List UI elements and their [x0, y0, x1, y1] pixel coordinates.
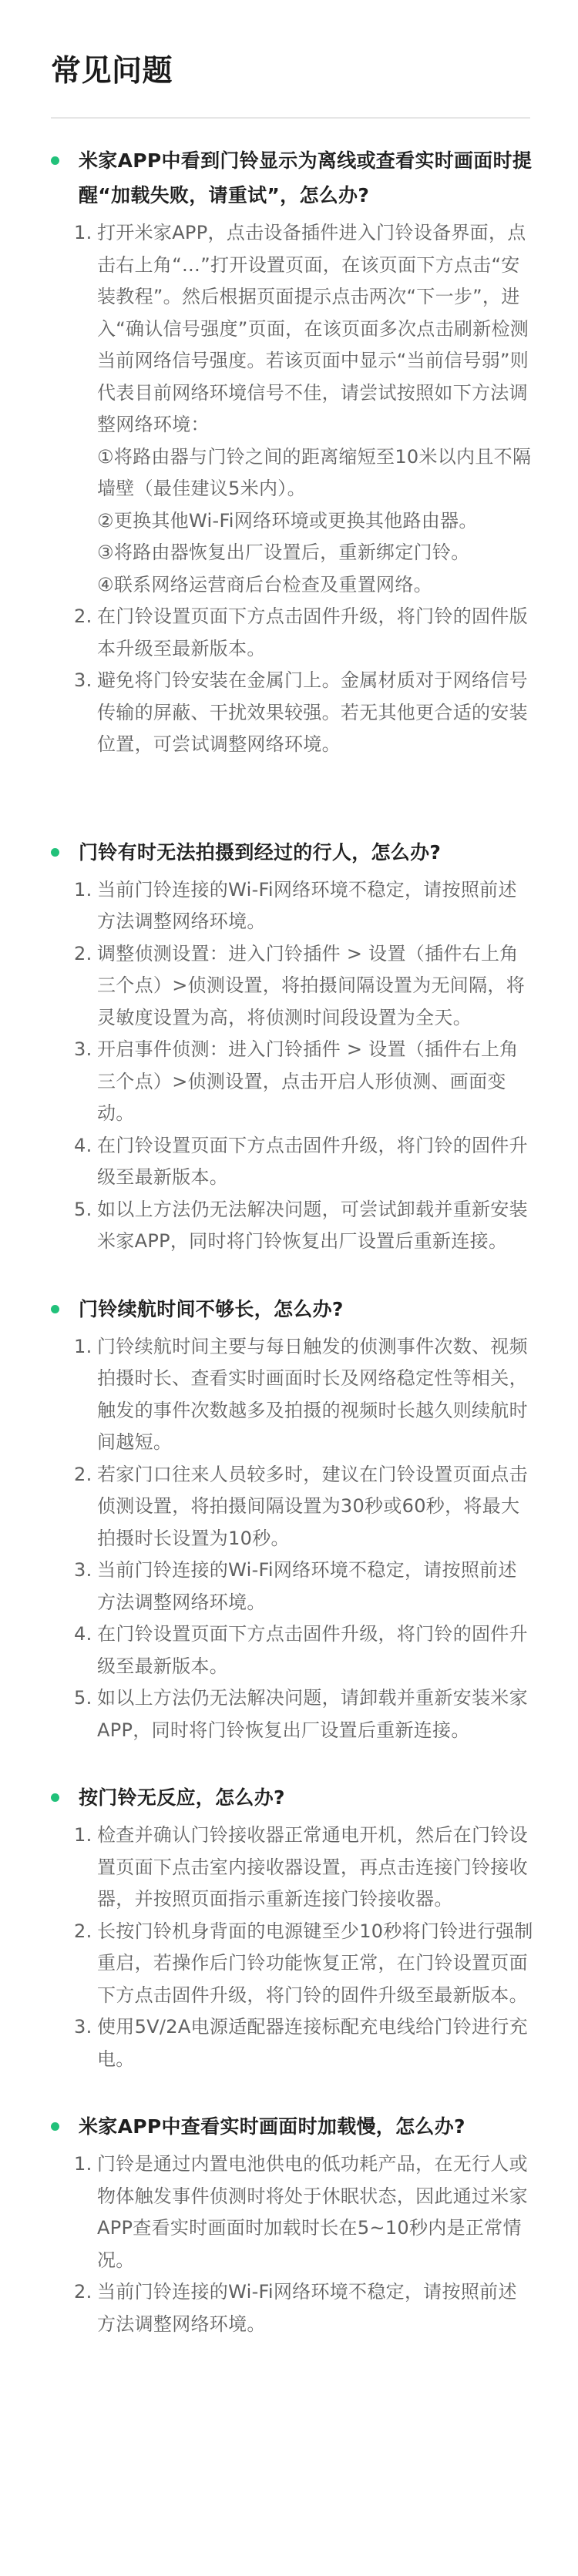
answer-number: 1.: [74, 1335, 92, 1357]
faq-answer-item: [51, 1459, 535, 1555]
faq-answer-item: [51, 601, 535, 665]
answer-text: 如以上方法仍无法解决问题，可尝试卸载并重新安装米家APP，同时将门铃恢复出厂设置后重新连接。: [97, 1198, 528, 1252]
answer-number: 4.: [74, 1623, 92, 1645]
answer-number: 2.: [74, 1463, 92, 1485]
answer-text: 门铃续航时间主要与每日触发的侦测事件次数、视频拍摄时长、查看实时画面时长及网络稳定性等相关，触发的事件次数越多及拍摄的视频时长越久则续航时间越短。: [97, 1335, 528, 1453]
bullet-dot-icon: [51, 2122, 59, 2131]
faq-answer-item: [51, 1916, 535, 2012]
faq-answer-item: [51, 2011, 535, 2075]
faq-item: [51, 1292, 535, 1747]
faq-answer-item: [51, 1194, 535, 1258]
answer-number: 1.: [74, 2153, 92, 2175]
faq-spacer: [0, 761, 578, 835]
faq-question: 门铃有时无法拍摄到经过的行人，怎么办?: [79, 840, 442, 864]
answer-text: 门铃是通过内置电池供电的低功耗产品，在无行人或物体触发事件侦测时将处于休眠状态，因此通过米家APP查看实时画面时加载时长在5~10秒内是正常情况。: [97, 2153, 528, 2271]
faq-question: 米家APP中看到门铃显示为离线或查看实时画面时提醒“加载失败，请重试”，怎么办?: [79, 149, 533, 206]
faq-question: 门铃续航时间不够长，怎么办?: [79, 1297, 344, 1320]
faq-answer-list: [51, 217, 535, 761]
faq-answer-list: [51, 874, 535, 1258]
faq-answer-list: [51, 1331, 535, 1747]
faq-answer-item: [51, 1331, 535, 1459]
answer-text: 在门铃设置页面下方点击固件升级，将门铃的固件升级至最新版本。: [97, 1134, 528, 1188]
answer-number: 3.: [74, 669, 92, 691]
bullet-dot-icon: [51, 848, 59, 857]
answer-text: 当前门铃连接的Wi-Fi网络环境不稳定，请按照前述方法调整网络环境。: [97, 878, 517, 932]
bullet-dot-icon: [51, 1793, 59, 1802]
faq-item: [51, 835, 535, 1258]
answer-text: 在门铃设置页面下方点击固件升级，将门铃的固件升级至最新版本。: [97, 1623, 528, 1677]
faq-answer-item: [51, 2276, 535, 2340]
answer-sub-item: ②更换其他Wi-Fi网络环境或更换其他路由器。: [97, 509, 478, 532]
faq-answer-item: [51, 1682, 535, 1746]
answer-number: 3.: [74, 1038, 92, 1060]
answer-text: 如以上方法仍无法解决问题，请卸载并重新安装米家APP，同时将门铃恢复出厂设置后重新连接。: [97, 1687, 528, 1741]
answer-text: 打开米家APP，点击设备插件进入门铃设备界面，点击右上角“…”打开设置页面，在该页面下方点击“安装教程”。然后根据页面提示点击两次“下一步”，进入“确认信号强度”页面，在该页面多次点击刷新检测当前网络信号强度。若该页面中显示“当前信号弱”则代表目前网络环境信号不佳，请尝试按照如下方法调整网络环境：: [97, 222, 529, 435]
faq-answer-item: [51, 665, 535, 761]
answer-number: 3.: [74, 1559, 92, 1581]
answer-sub-item: ④联系网络运营商后台检查及重置网络。: [97, 573, 432, 595]
answer-text: 避免将门铃安装在金属门上。金属材质对于网络信号传输的屏蔽、干扰效果较强。若无其他更合适的安装位置，可尝试调整网络环境。: [97, 669, 528, 755]
faq-answer-list: [51, 2148, 535, 2340]
faq-question-row: [51, 835, 535, 870]
answer-text: 当前门铃连接的Wi-Fi网络环境不稳定，请按照前述方法调整网络环境。: [97, 1559, 517, 1613]
faq-question-row: [51, 143, 535, 213]
answer-number: 4.: [74, 1134, 92, 1156]
answer-number: 2.: [74, 1920, 92, 1942]
answer-text: 长按门铃机身背面的电源键至少10秒将门铃进行强制重启，若操作后门铃功能恢复正常，在门铃设置页面下方点击固件升级，将门铃的固件升级至最新版本。: [97, 1920, 533, 2006]
answer-number: 5.: [74, 1687, 92, 1709]
faq-answer-list: [51, 1820, 535, 2075]
answer-sub-item: ①将路由器与门铃之间的距离缩短至10米以内且不隔墙壁（最佳建议5米内）。: [97, 445, 532, 499]
answer-text: 在门铃设置页面下方点击固件升级，将门铃的固件版本升级至最新版本。: [97, 605, 528, 659]
bullet-dot-icon: [51, 1305, 59, 1313]
answer-number: 2.: [74, 605, 92, 627]
bullet-dot-icon: [51, 156, 59, 165]
faq-item: [51, 2109, 535, 2340]
faq-answer-item: [51, 1130, 535, 1194]
faq-answer-item: [51, 217, 535, 601]
answer-text: 使用5V/2A电源适配器连接标配充电线给门铃进行充电。: [97, 2016, 528, 2070]
faq-answer-item: [51, 2148, 535, 2276]
faq-question: 米家APP中查看实时画面时加载慢，怎么办?: [79, 2115, 465, 2138]
faq-question-row: [51, 1292, 535, 1327]
answer-text: 若家门口往来人员较多时，建议在门铃设置页面点击侦测设置，将拍摄间隔设置为30秒或60秒，将最大拍摄时长设置为10秒。: [97, 1463, 528, 1549]
answer-sub-list: [97, 441, 535, 602]
answer-text: 调整侦测设置：进入门铃插件 > 设置（插件右上角三个点）>侦测设置，将拍摄间隔设置为无间隔，将灵敏度设置为高，将侦测时间段设置为全天。: [97, 942, 526, 1028]
faq-item: [51, 143, 535, 761]
faq-list: [0, 143, 578, 2340]
faq-question-row: [51, 1780, 535, 1815]
answer-number: 5.: [74, 1198, 92, 1220]
answer-number: 3.: [74, 2016, 92, 2038]
answer-number: 1.: [74, 1824, 92, 1846]
faq-answer-item: [51, 1618, 535, 1682]
answer-number: 2.: [74, 2281, 92, 2303]
faq-item: [51, 1780, 535, 2075]
answer-text: 当前门铃连接的Wi-Fi网络环境不稳定，请按照前述方法调整网络环境。: [97, 2281, 517, 2335]
answer-number: 2.: [74, 942, 92, 964]
faq-question-row: [51, 2109, 535, 2144]
answer-text: 检查并确认门铃接收器正常通电开机，然后在门铃设置页面下点击室内接收器设置，再点击连接门铃接收器，并按照页面指示重新连接门铃接收器。: [97, 1824, 528, 1910]
faq-answer-item: [51, 1034, 535, 1130]
faq-spacer: [0, 1258, 578, 1292]
answer-number: 1.: [74, 222, 92, 243]
faq-answer-item: [51, 1555, 535, 1618]
answer-text: 开启事件侦测：进入门铃插件 > 设置（插件右上角三个点）>侦测设置，点击开启人形侦测、画面变动。: [97, 1038, 519, 1124]
faq-spacer: [0, 1746, 578, 1780]
title-divider: [51, 117, 530, 119]
answer-sub-item: ③将路由器恢复出厂设置后，重新绑定门铃。: [97, 542, 470, 563]
faq-spacer: [0, 2075, 578, 2109]
answer-number: 1.: [74, 878, 92, 901]
faq-answer-item: [51, 938, 535, 1035]
faq-answer-item: [51, 1820, 535, 1916]
faq-question: 按门铃无反应，怎么办?: [79, 1786, 285, 1809]
page-title: 常见问题: [51, 54, 173, 89]
faq-answer-item: [51, 874, 535, 938]
